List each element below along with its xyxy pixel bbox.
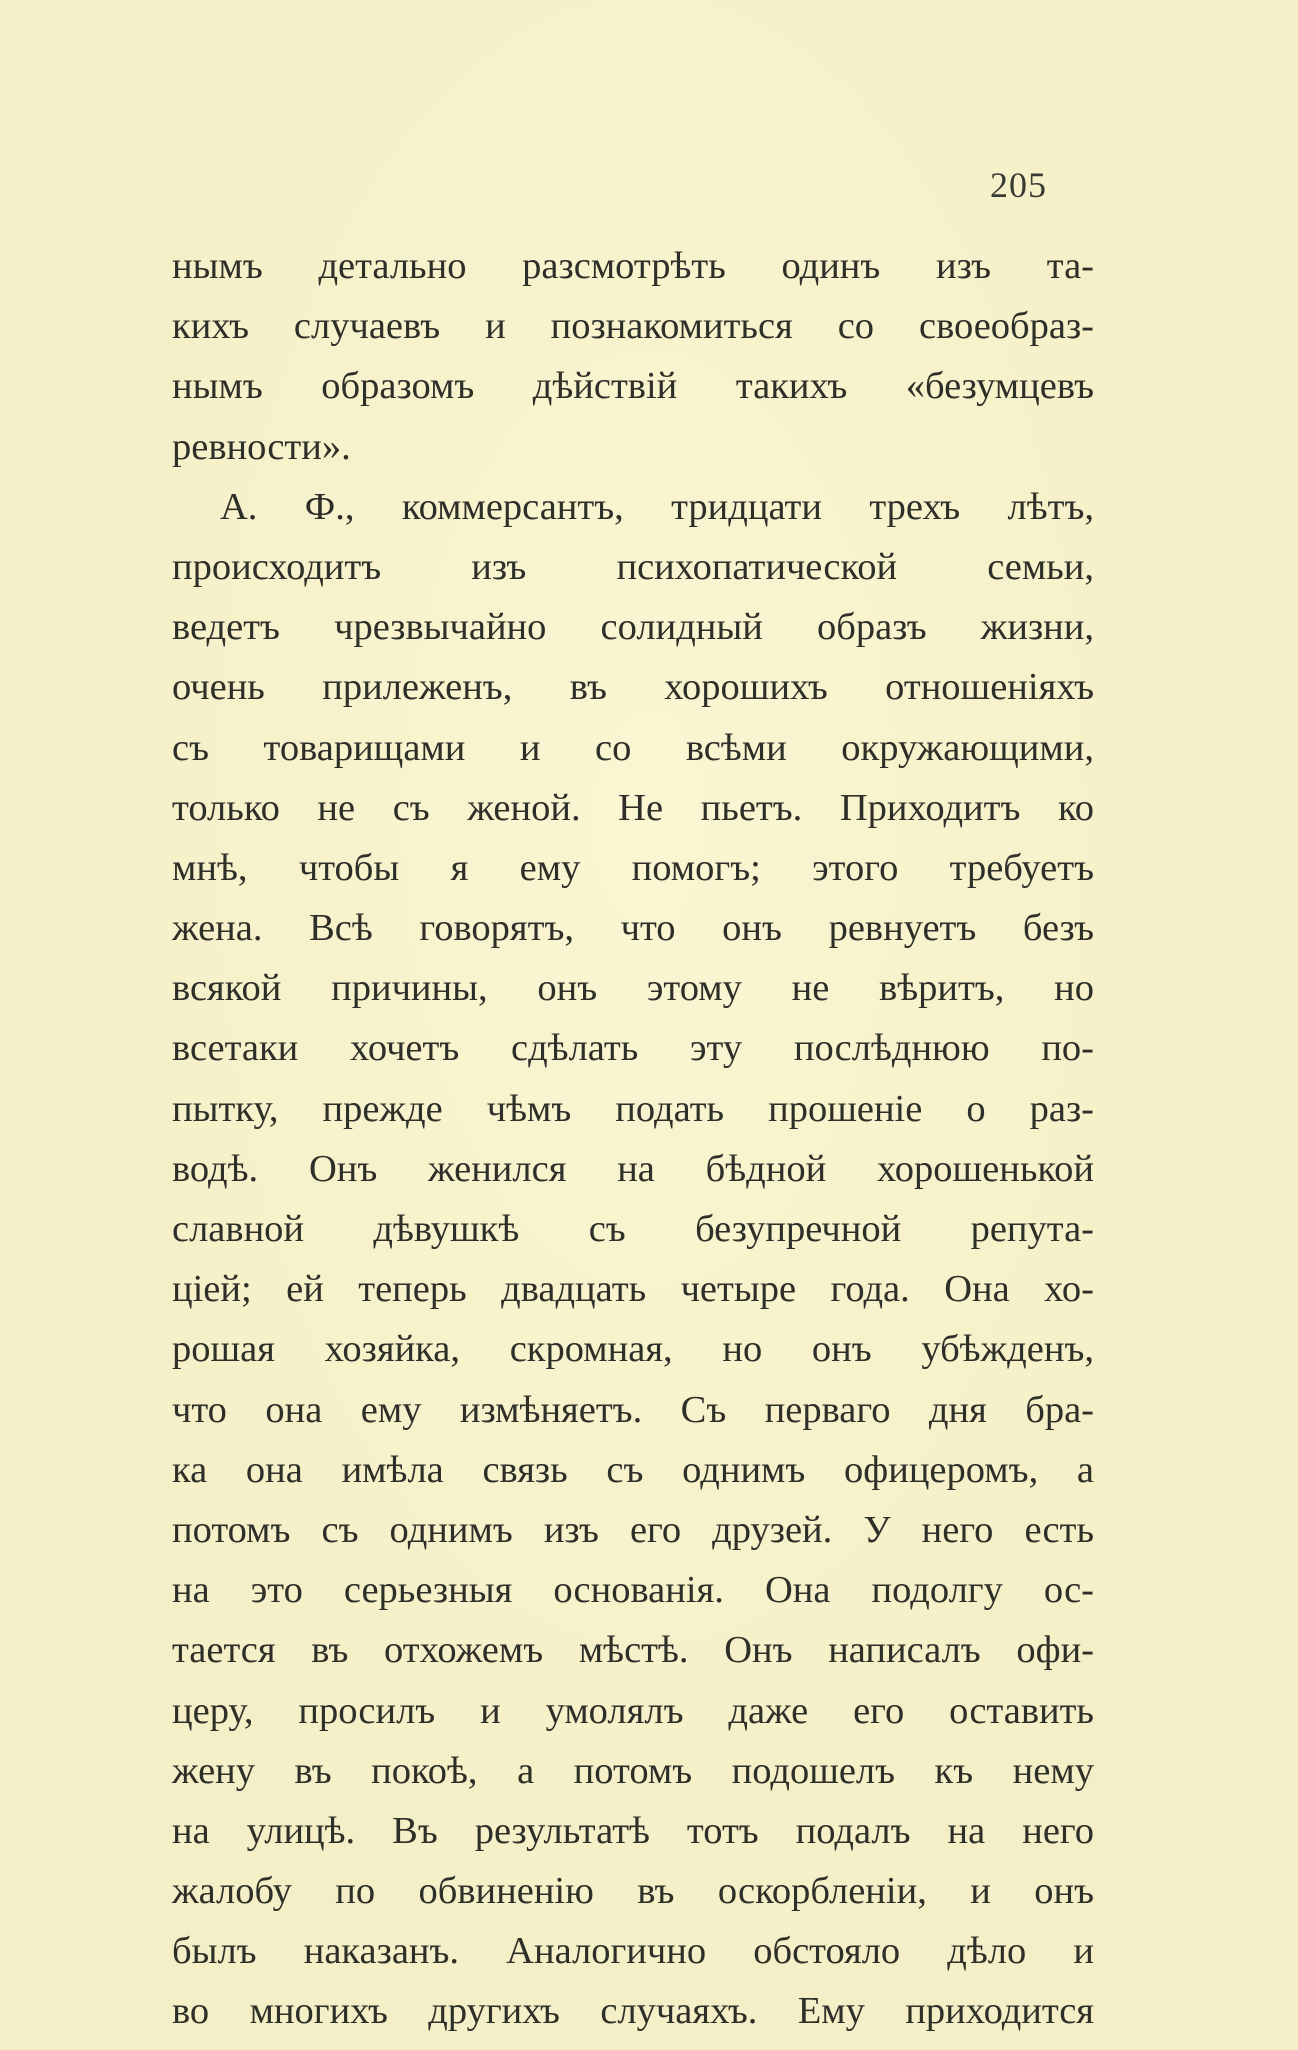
text-line: А. Ф., коммерсантъ, тридцати трехъ лѣтъ, xyxy=(220,485,1094,528)
text-line: водѣ. Онъ женился на бѣдной хорошенькой xyxy=(172,1147,1094,1190)
text-line: жену въ покоѣ, а потомъ подошелъ къ нему xyxy=(172,1749,1094,1792)
text-line: былъ наказанъ. Аналогично обстояло дѣло и xyxy=(172,1930,1094,1973)
text-line: церу, просилъ и умолялъ даже его оставить xyxy=(172,1689,1094,1732)
text-line: жена. Всѣ говорятъ, что онъ ревнуетъ безъ xyxy=(172,907,1094,950)
page-number: 205 xyxy=(990,165,1047,205)
text-line: на улицѣ. Въ результатѣ тотъ подалъ на него xyxy=(172,1809,1094,1852)
text-line: во многихъ другихъ случаяхъ. Ему приходится xyxy=(172,1990,1094,2033)
text-line: съ товарищами и со всѣми окружающими, xyxy=(172,726,1094,769)
text-line: пытку, прежде чѣмъ подать прошеніе о раз- xyxy=(172,1087,1094,1130)
text-line: всетаки хочетъ сдѣлать эту послѣднюю по- xyxy=(172,1027,1094,1070)
text-line: славной дѣвушкѣ съ безупречной репута- xyxy=(172,1208,1094,1250)
text-line: кихъ случаевъ и познакомиться со своеобраз- xyxy=(172,305,1094,348)
text-line: рошая хозяйка, скромная, но онъ убѣжденъ, xyxy=(172,1328,1094,1371)
text-line: ведетъ чрезвычайно солидный образъ жизни, xyxy=(172,606,1094,649)
text-line: потомъ съ однимъ изъ его друзей. У него есть xyxy=(172,1508,1094,1551)
text-line: нымъ детально разсмотрѣть одинъ изъ та- xyxy=(172,245,1094,287)
text-line: жалобу по обвиненію въ оскорбленіи, и онъ xyxy=(172,1870,1094,1913)
text-line: на это серьезныя основанія. Она подолгу ос- xyxy=(172,1569,1094,1612)
text-line: ревности». xyxy=(172,425,351,468)
text-line: что она ему измѣняетъ. Съ перваго дня бра- xyxy=(172,1388,1094,1431)
text-line: ка она имѣла связь съ однимъ офицеромъ, а xyxy=(172,1448,1094,1491)
text-line: всякой причины, онъ этому не вѣритъ, но xyxy=(172,967,1094,1010)
text-line: ціей; ей теперь двадцать четыре года. Она хо- xyxy=(172,1268,1094,1311)
text-line: мнѣ, чтобы я ему помогъ; этого требуетъ xyxy=(172,846,1094,889)
text-line: нымъ образомъ дѣйствій такихъ «безумцевъ xyxy=(172,365,1094,408)
text-line: очень прилеженъ, въ хорошихъ отношеніяхъ xyxy=(172,666,1094,709)
text-line: только не съ женой. Не пьетъ. Приходитъ ко xyxy=(172,786,1094,829)
body-text xyxy=(172,236,1094,2042)
text-line: тается въ отхожемъ мѣстѣ. Онъ написалъ офи- xyxy=(172,1629,1094,1672)
text-line: происходитъ изъ психопатической семьи, xyxy=(172,545,1094,588)
